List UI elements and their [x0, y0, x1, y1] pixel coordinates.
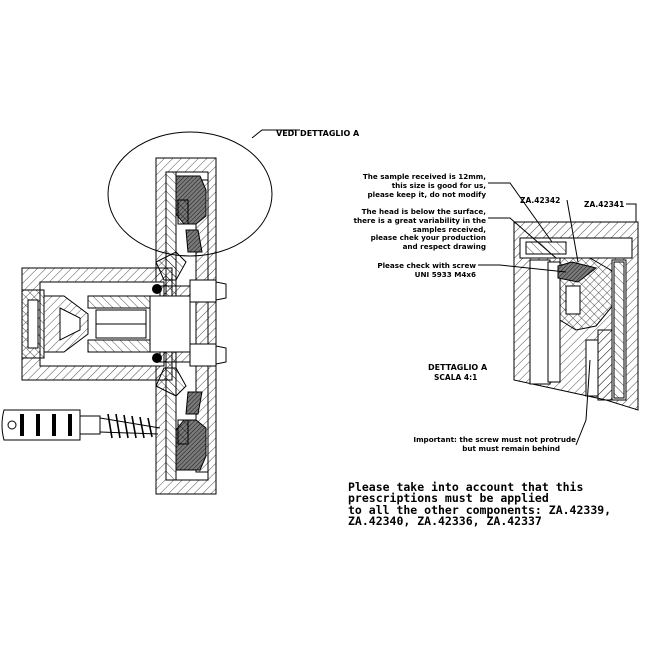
- head-note-line-4: please chek your production: [370, 233, 486, 242]
- prescription-line-2: prescriptions must be applied: [348, 491, 549, 505]
- lower-nozzle: [216, 346, 226, 364]
- head-note-line-5: and respect drawing: [402, 242, 486, 251]
- screw-anchor: [2, 410, 160, 440]
- sample-note-line-2: this size is good for us,: [391, 181, 486, 190]
- prescription-line-1: Please take into account that this: [348, 480, 584, 494]
- scala-label: SCALA 4:1: [434, 373, 478, 382]
- screw-check-line-2: UNI 5933 M4x6: [414, 270, 476, 279]
- head-note-line-2: there is a great variability in the: [353, 216, 486, 225]
- part-label-42342: ZA.42342: [520, 196, 561, 205]
- prescription-line-3: to all the other components: ZA.42339,: [348, 503, 612, 517]
- sample-note-line-1: The sample received is 12mm,: [362, 172, 486, 181]
- shaft: [150, 296, 190, 352]
- important-note-line-2: but must remain behind: [462, 444, 560, 453]
- part-label-42341: ZA.42341: [584, 200, 625, 209]
- prescription-line-4: ZA.42340, ZA.42336, ZA.42337: [348, 514, 542, 528]
- important-note-line-1: Important: the screw must not protrude: [413, 435, 576, 444]
- section-view: [2, 158, 226, 494]
- head-note-line-1: The head is below the surface,: [361, 207, 486, 216]
- head-note-line-3: samples received,: [412, 225, 486, 234]
- vedi-dettaglio-label: VEDI DETTAGLIO A: [276, 129, 360, 138]
- dettaglio-title: DETTAGLIO A: [428, 363, 488, 372]
- upper-o-ring: [152, 284, 162, 294]
- lower-o-ring: [152, 353, 162, 363]
- upper-nozzle: [216, 282, 226, 300]
- sample-note-line-3: please keep it, do not modify: [367, 190, 486, 199]
- screw-check-line-1: Please check with screw: [377, 261, 476, 270]
